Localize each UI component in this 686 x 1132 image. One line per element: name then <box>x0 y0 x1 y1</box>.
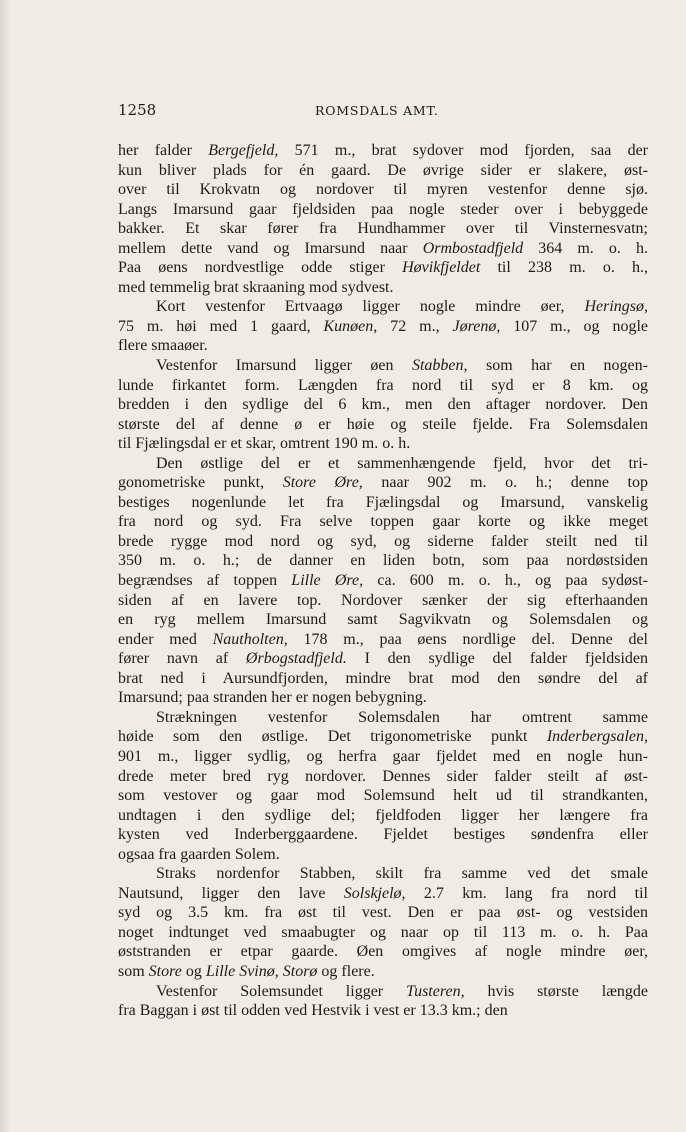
text-line <box>118 297 648 317</box>
text-line <box>118 200 648 220</box>
text-segment: Straks nordenfor Stabben, skilt fra samme ved det smale <box>156 865 648 883</box>
text-line <box>118 551 648 571</box>
text-line <box>118 767 648 787</box>
place-name: Heringsø, <box>584 298 648 316</box>
text-line <box>118 688 648 708</box>
text-segment: 901 m., ligger sydlig, og herfra gaar fjeldet med en nogle hun- <box>118 747 648 765</box>
text-line <box>118 669 648 689</box>
place-name: Lille Svinø, <box>205 962 279 980</box>
text-line <box>118 942 648 962</box>
text-line <box>118 727 648 747</box>
text-segment: mellem dette vand og Imarsund naar <box>118 239 423 257</box>
text-segment: fører navn af <box>118 650 246 668</box>
place-name: Inderbergsalen, <box>546 728 648 746</box>
text-line <box>118 336 648 356</box>
text-line <box>118 962 648 982</box>
text-segment: drede meter bred ryg nordover. Dennes sider falder steilt af øst- <box>118 767 648 785</box>
text-segment: Strækningen vestenfor Solemsdalen har omtrent samme <box>156 708 648 726</box>
text-segment: ogsaa fra gaarden Solem. <box>118 845 280 863</box>
text-segment: og flere. <box>317 962 375 980</box>
text-segment: med temmelig brat skraaning mod sydvest. <box>118 278 394 296</box>
text-segment: 350 m. o. h.; de danner en liden botn, som paa nordøstsiden <box>118 552 648 570</box>
place-name: Lille Øre, <box>291 572 364 590</box>
text-segment: Langs Imarsund gaar fjeldsiden paa nogle steder over i bebyggede <box>118 200 648 218</box>
text-line <box>118 825 648 845</box>
text-segment: Nautsund, ligger den lave <box>118 884 344 902</box>
text-line <box>118 317 648 337</box>
text-line <box>118 434 648 454</box>
text-segment: Vestenfor Imarsund ligger øen <box>156 357 412 375</box>
text-line <box>118 141 648 161</box>
place-name: Bergefjeld, <box>208 142 279 159</box>
text-segment: gonometriske punkt, <box>118 474 283 492</box>
place-name: Store <box>148 962 182 980</box>
body-text <box>118 141 648 1021</box>
text-segment: siden af en lavere top. Nordover sænker der sig efterhaanden <box>118 591 648 609</box>
text-segment: bakker. Et skar fører fra Hundhammer over til Vinsternesvatn; <box>118 220 648 238</box>
text-line <box>118 161 648 181</box>
text-line <box>118 454 648 474</box>
text-line <box>118 864 648 884</box>
text-segment: øststranden er etpar gaarde. Øen omgives af nogle mindre øer, <box>118 943 648 961</box>
text-segment: kysten ved Inderberggaardene. Fjeldet bestiges søndenfra eller <box>118 826 648 844</box>
text-line <box>118 258 648 278</box>
running-title: ROMSDALS AMT. <box>315 103 439 118</box>
text-segment: 178 m., paa øens nordlige del. Denne del <box>287 630 648 648</box>
text-segment: og <box>181 962 206 980</box>
text-segment: 72 m., <box>377 317 453 335</box>
text-segment: Imarsund; paa stranden her er nogen bebygning. <box>118 689 427 707</box>
page-edge-shadow <box>0 0 10 1132</box>
text-line <box>118 493 648 513</box>
text-line <box>118 884 648 904</box>
text-segment: hvis største længde <box>464 982 648 1000</box>
text-segment: ender med <box>118 630 213 648</box>
text-segment: naar 902 m. o. h.; denne top <box>362 474 649 492</box>
text-segment: 2.7 km. lang fra nord til <box>405 884 648 902</box>
text-line <box>118 532 648 552</box>
text-segment: 364 m. o. h. <box>523 239 648 257</box>
text-segment: til 238 m. o. h., <box>480 259 649 277</box>
text-segment: til Fjælingsdal er et skar, omtrent 190 m. o. h. <box>118 435 411 453</box>
text-segment: brede rygge mod nord og syd, og siderne falder steilt ned til <box>118 532 648 550</box>
text-segment: som vestover og gaar mod Solemsund helt ud til strandkanten, <box>118 787 648 805</box>
text-segment: bredden i den sydlige del 6 km., men den aftager nordover. Den <box>118 396 648 414</box>
text-segment: høide som den østlige. Det trigonometriske punkt <box>118 728 547 746</box>
text-line <box>118 278 648 298</box>
place-name: Nautholten, <box>212 630 288 648</box>
page-header <box>118 101 648 125</box>
text-line <box>118 845 648 865</box>
text-line <box>118 239 648 259</box>
place-name: Ormbostadfjeld <box>422 239 524 257</box>
text-segment: 107 m., og nogle <box>500 317 649 335</box>
text-line <box>118 1001 648 1021</box>
text-segment: som har en nogen- <box>467 357 648 375</box>
text-segment: bestiges nogenlunde let fra Fjælingsdal og Imarsund, vanskelig <box>118 493 648 511</box>
text-segment: fra nord og syd. Fra selve toppen gaar korte og ikke meget <box>118 513 648 531</box>
text-segment: største del af denne ø er høie og steile fjelde. Fra Solemsdalen <box>118 415 648 433</box>
text-segment: ca. 600 m. o. h., og paa sydøst- <box>363 572 649 590</box>
place-name: Stabben, <box>411 357 468 375</box>
text-segment: fra Baggan i øst til odden ved Hestvik i vest er 13.3 km.; den <box>118 1002 508 1020</box>
text-line <box>118 923 648 943</box>
text-segment: 75 m. høi med 1 gaard, <box>118 317 324 335</box>
text-segment: lunde firkantet form. Længden fra nord til syd er 8 km. og <box>118 376 648 394</box>
text-line <box>118 571 648 591</box>
place-name: Kunøen, <box>323 317 378 335</box>
text-line <box>118 708 648 728</box>
text-line <box>118 180 648 200</box>
text-segment: I den sydlige del falder fjeldsiden <box>346 650 648 668</box>
place-name: Tusteren, <box>406 982 465 1000</box>
text-line <box>118 395 648 415</box>
text-segment: Vestenfor Solemsundet ligger <box>156 982 407 1000</box>
text-segment: noget indtunget ved smaabugter og naar op til 113 m. o. h. Paa <box>118 923 648 941</box>
text-segment: Kort vestenfor Ertvaagø ligger nogle mindre øer, <box>156 298 585 316</box>
text-line <box>118 356 648 376</box>
text-line <box>118 806 648 826</box>
text-segment: 571 m., brat sydover mod fjorden, saa der <box>278 142 648 159</box>
text-line <box>118 786 648 806</box>
text-segment: begrændses af toppen <box>118 572 292 590</box>
text-line <box>118 747 648 767</box>
text-segment: syd og 3.5 km. fra øst til vest. Den er paa øst- og vestsiden <box>118 904 648 922</box>
text-segment: flere smaaøer. <box>118 337 208 355</box>
text-line <box>118 512 648 532</box>
place-name: Høvikfjeldet <box>402 259 481 277</box>
place-name: Ørbogstadfjeld. <box>245 650 347 668</box>
text-line <box>118 415 648 435</box>
text-line <box>118 903 648 923</box>
text-line <box>118 610 648 630</box>
place-name: Jørenø, <box>452 317 501 335</box>
text-line <box>118 591 648 611</box>
text-segment: som <box>118 962 149 980</box>
text-segment: over til Krokvatn og nordover til myren vestenfor denne sjø. <box>118 181 648 199</box>
text-segment: en ryg mellem Imarsund samt Sagvikvatn og Solemsdalen og <box>118 611 648 629</box>
text-segment: kun bliver plads for én gaard. De øvrige sider er slakere, øst- <box>118 161 648 179</box>
place-name: Storø <box>282 962 318 980</box>
text-segment: Den østlige del er et sammenhængende fjeld, hvor det tri- <box>156 454 648 472</box>
text-segment: her falder <box>118 142 209 159</box>
text-line <box>118 376 648 396</box>
text-line <box>118 473 648 493</box>
text-line <box>118 219 648 239</box>
text-segment: brat ned i Aursundfjorden, mindre brat mod den søndre del af <box>118 669 648 687</box>
place-name: Solskjelø, <box>343 884 406 902</box>
page-number: 1258 <box>118 101 157 119</box>
text-segment: undtagen i den sydlige del; fjeldfoden ligger her længere fra <box>118 806 648 824</box>
text-line <box>118 982 648 1002</box>
place-name: Store Øre, <box>282 474 363 492</box>
text-line <box>118 630 648 650</box>
text-line <box>118 649 648 669</box>
text-segment: Paa øens nordvestlige odde stiger <box>118 259 403 277</box>
